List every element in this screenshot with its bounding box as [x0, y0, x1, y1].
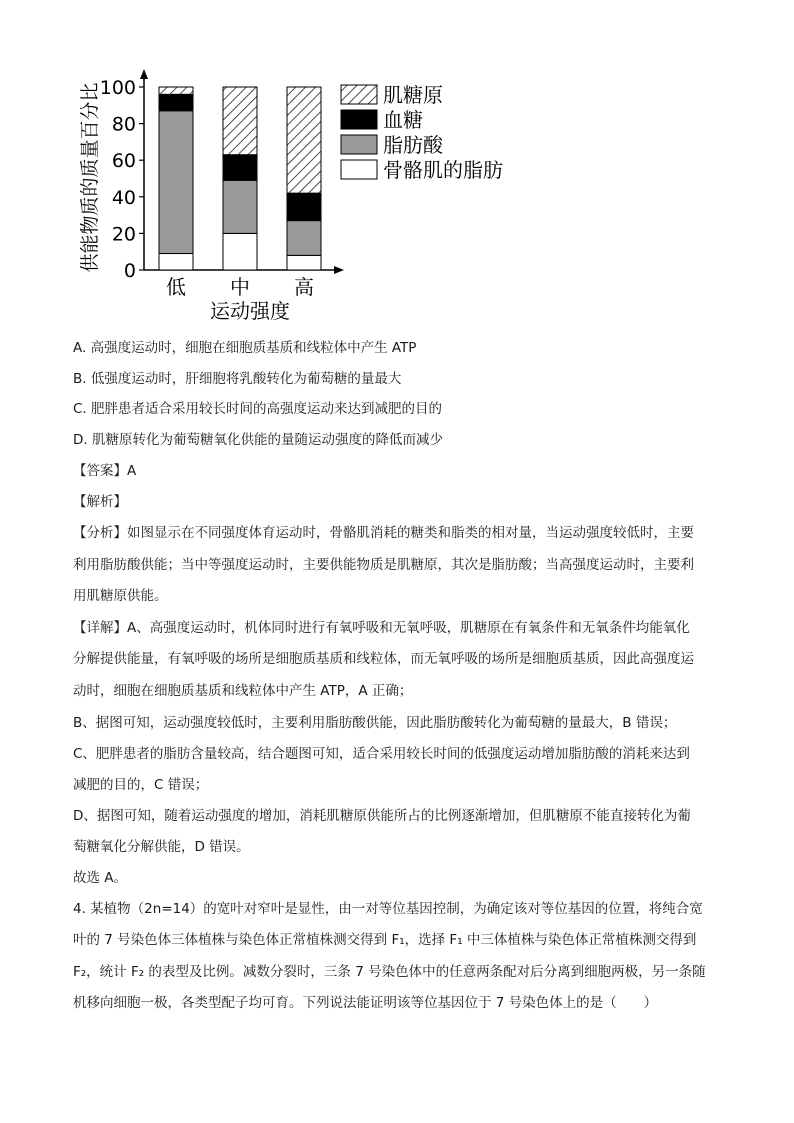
legend-swatch	[341, 85, 377, 104]
detail-line: 故选 A。	[73, 870, 128, 886]
y-tick-label: 60	[111, 150, 136, 173]
y-axis-arrow	[140, 69, 148, 79]
detail-line: 减肥的目的，C 错误；	[73, 777, 209, 793]
x-axis-title: 运动强度	[210, 299, 290, 323]
legend-swatch	[341, 110, 377, 129]
bar-segment	[287, 193, 321, 220]
bar-segment	[223, 87, 257, 155]
detail-line: B、据图可知，运动强度较低时，主要利用脂肪酸供能，因此脂肪酸转化为葡萄糖的量最大，B 错误；	[73, 715, 677, 731]
y-tick-label: 100	[99, 77, 136, 99]
x-tick-label: 低	[166, 275, 186, 299]
y-tick-label: 0	[123, 260, 136, 282]
y-tick-label: 40	[111, 186, 136, 209]
chart-svg	[60, 55, 540, 325]
x-tick-label: 中	[230, 275, 250, 299]
answer-line: 【答案】A	[73, 463, 137, 479]
bar-segment	[159, 87, 193, 94]
question-4-line: 叶的 7 号染色体三体植株与染色体正常植株测交得到 F₁，选择 F₁ 中三体植株与染色体正常植株测交得到	[73, 932, 697, 948]
y-tick-label: 80	[111, 113, 136, 136]
analysis-heading: 【解析】	[73, 494, 127, 510]
detail-line: 动时，细胞在细胞质基质和线粒体中产生 ATP，A 正确；	[73, 683, 413, 699]
bar-segment	[159, 111, 193, 254]
bar-segment	[223, 155, 257, 181]
detail-line: C、肥胖患者的脂肪含量较高，结合题图可知，适合采用较长时间的低强度运动增加脂肪酸的消耗来达到	[73, 746, 690, 762]
x-axis-arrow	[334, 266, 344, 274]
legend-label: 血糖	[383, 108, 423, 132]
x-tick-label: 高	[294, 275, 314, 299]
analysis-line: 【分析】如图显示在不同强度体育运动时，骨骼肌消耗的糖类和脂类的相对量，当运动强度较低时，主要	[73, 525, 694, 541]
question-4-line: 4. 某植物（2n=14）的宽叶对窄叶是显性，由一对等位基因控制，为确定该对等位基因的位置，将纯合宽	[73, 901, 703, 917]
detail-line: 【详解】A、高强度运动时，机体同时进行有氧呼吸和无氧呼吸，肌糖原在有氧条件和无氧条件均能氧化	[73, 620, 690, 636]
bar-segment	[159, 94, 193, 110]
option-a: A. 高强度运动时，细胞在细胞质基质和线粒体中产生 ATP	[73, 340, 417, 356]
option-b: B. 低强度运动时，肝细胞将乳酸转化为葡萄糖的量最大	[73, 371, 402, 387]
bar-segment	[287, 255, 321, 270]
detail-line: 萄糖氧化分解供能，D 错误。	[73, 839, 250, 855]
bar-segment	[223, 233, 257, 270]
y-axis-title: 供能物质的质量百分比	[79, 82, 101, 273]
question-4-line: F₂，统计 F₂ 的表型及比例。减数分裂时，三条 7 号染色体中的任意两条配对后分离到细胞两极，另一条随	[73, 964, 706, 980]
option-c: C. 肥胖患者适合采用较长时间的高强度运动来达到减肥的目的	[73, 401, 443, 417]
legend-swatch	[341, 160, 377, 179]
bar-segment	[287, 87, 321, 193]
detail-line: 分解提供能量，有氧呼吸的场所是细胞质基质和线粒体，而无氧呼吸的场所是细胞质基质，因此高强度运	[73, 651, 694, 667]
bar-segment	[223, 180, 257, 233]
legend-label: 肌糖原	[383, 83, 443, 107]
legend-swatch	[341, 135, 377, 154]
legend-label: 骨骼肌的脂肪	[383, 158, 503, 182]
detail-line: D、据图可知，随着运动强度的增加，消耗肌糖原供能所占的比例逐渐增加，但肌糖原不能直接转化为葡	[73, 808, 691, 824]
y-tick-label: 20	[111, 223, 136, 246]
option-d: D. 肌糖原转化为葡萄糖氧化供能的量随运动强度的降低而减少	[73, 432, 443, 448]
bar-segment	[287, 221, 321, 256]
stacked-bar-chart	[60, 55, 540, 335]
analysis-line: 用肌糖原供能。	[73, 588, 168, 604]
analysis-line: 利用脂肪酸供能；当中等强度运动时，主要供能物质是肌糖原，其次是脂肪酸；当高强度运动时，主要利	[73, 557, 694, 573]
legend-label: 脂肪酸	[383, 133, 443, 157]
bar-segment	[159, 254, 193, 270]
question-4-line: 机移向细胞一极，各类型配子均可育。下列说法能证明该等位基因位于 7 号染色体上的是（ ）	[73, 995, 658, 1011]
